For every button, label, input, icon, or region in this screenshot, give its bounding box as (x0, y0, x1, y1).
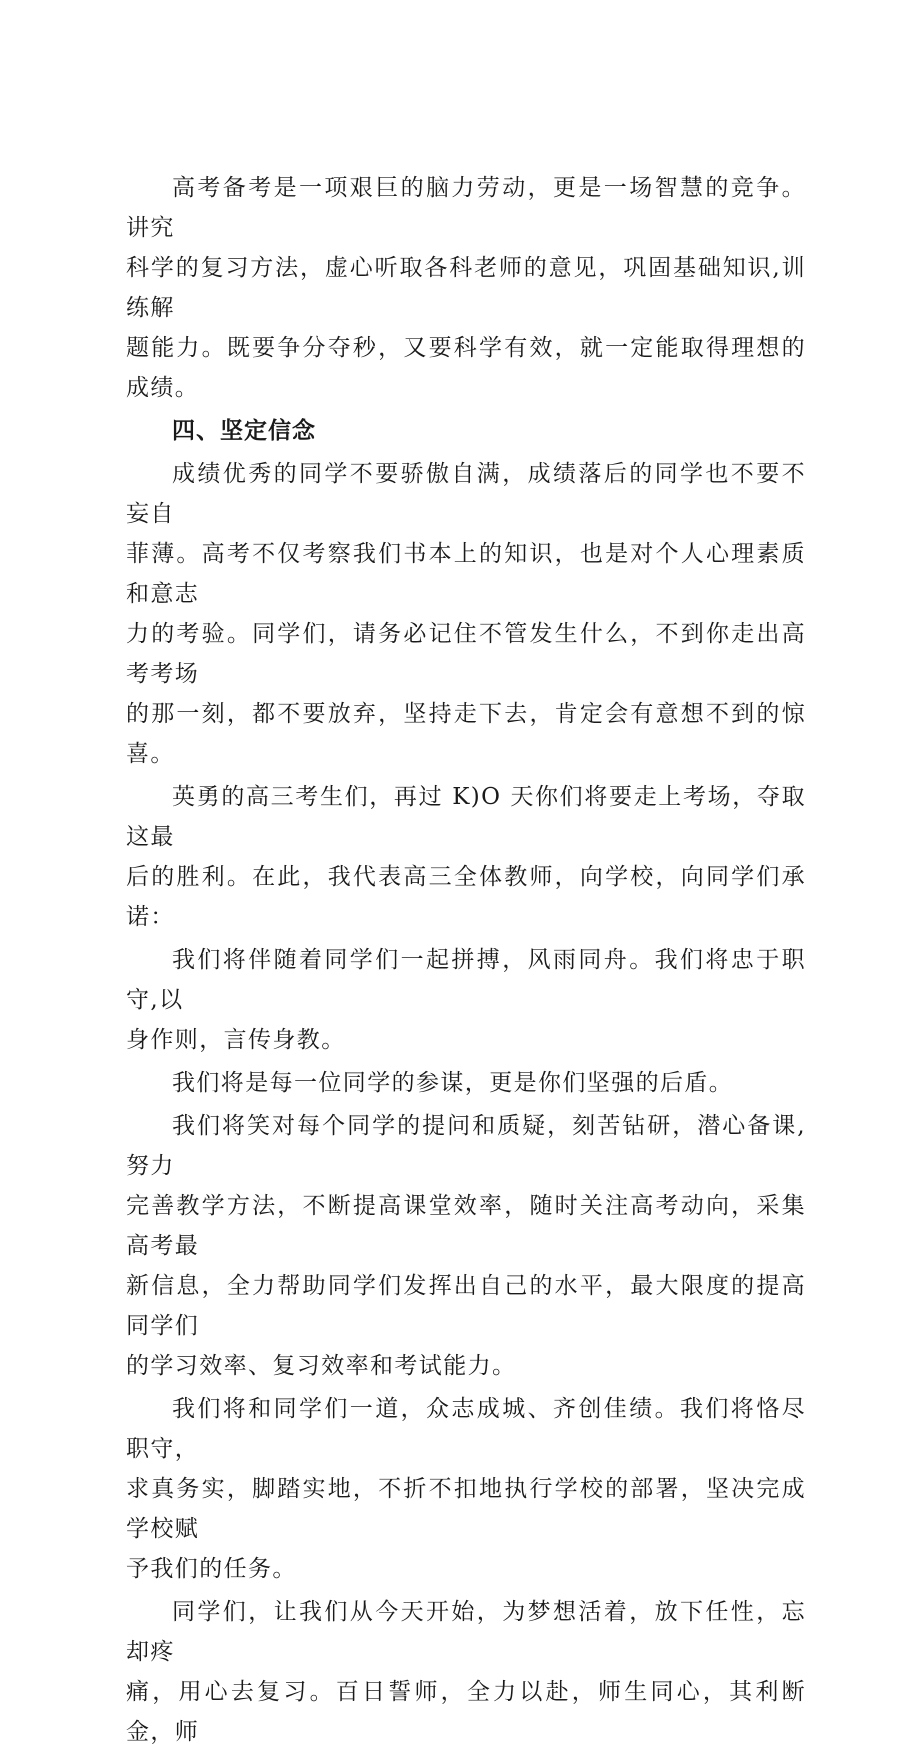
text-line: 我们将是每一位同学的参谋，更是你们坚强的后盾。 (172, 1070, 734, 1096)
text-line: 同学们，让我们从今天开始，为梦想活着，放下任性，忘却疼 (126, 1599, 806, 1665)
text-line: 完善教学方法，不断提高课堂效率，随时关注高考动向，采集高考最 (126, 1193, 806, 1259)
text-line: 求真务实，脚踏实地，不折不扣地执行学校的部署，坚决完成学校赋 (126, 1476, 806, 1542)
text-line: 我们将笑对每个同学的提问和质疑，刻苦钻研，潜心备课,努力 (126, 1113, 806, 1179)
paragraph-promise-teaching (126, 1106, 806, 1386)
text-line: 成绩优秀的同学不要骄傲自满，成绩落后的同学也不要不妄自 (126, 461, 806, 527)
text-line: 予我们的任务。 (126, 1556, 297, 1582)
text-line: 新信息，全力帮助同学们发挥出自己的水平，最大限度的提高同学们 (126, 1273, 806, 1339)
text-line: 菲薄。高考不仅考察我们书本上的知识，也是对个人心理素质和意志 (126, 541, 806, 607)
text-line: 痛，用心去复习。百日誓师，全力以赴，师生同心，其利断金，师 (126, 1679, 806, 1745)
text-line: 后的胜利。在此，我代表高三全体教师，向学校，向同学们承诺： (126, 864, 806, 930)
text-line: 的学习效率、复习效率和考试能力。 (126, 1353, 517, 1379)
text-line: 我们将伴随着同学们一起拼搏，风雨同舟。我们将忠于职守,以 (126, 947, 806, 1013)
text-line: 题能力。既要争分夺秒，又要科学有效，就一定能取得理想的成绩。 (126, 335, 806, 401)
document-body (126, 168, 806, 1755)
paragraph-confidence (126, 454, 806, 774)
paragraph-promise-companionship (126, 940, 806, 1060)
text-line: 科学的复习方法，虚心听取各科老师的意见，巩固基础知识,训练解 (126, 255, 806, 321)
paragraph-promise-support (126, 1063, 806, 1103)
section-heading: 四、坚定信念 (172, 418, 316, 444)
text-line: 高考备考是一项艰巨的脑力劳动，更是一场智慧的竞争。讲究 (126, 175, 806, 241)
text-line: 力的考验。同学们，请务必记住不管发生什么，不到你走出高考考场 (126, 621, 806, 687)
paragraph-closing-call (126, 1592, 806, 1752)
paragraph-promise-together (126, 1389, 806, 1589)
text-line: 的那一刻，都不要放弃，坚持走下去，肯定会有意想不到的惊喜。 (126, 701, 806, 767)
text-line: 身作则，言传身教。 (126, 1027, 346, 1053)
text-line: 我们将和同学们一道，众志成城、齐创佳绩。我们将恪尽职守， (126, 1396, 806, 1462)
text-line: 英勇的高三考生们，再过 K)O 天你们将要走上考场，夺取这最 (126, 784, 806, 850)
paragraph-address-students (126, 777, 806, 937)
paragraph-study-methods (126, 168, 806, 408)
